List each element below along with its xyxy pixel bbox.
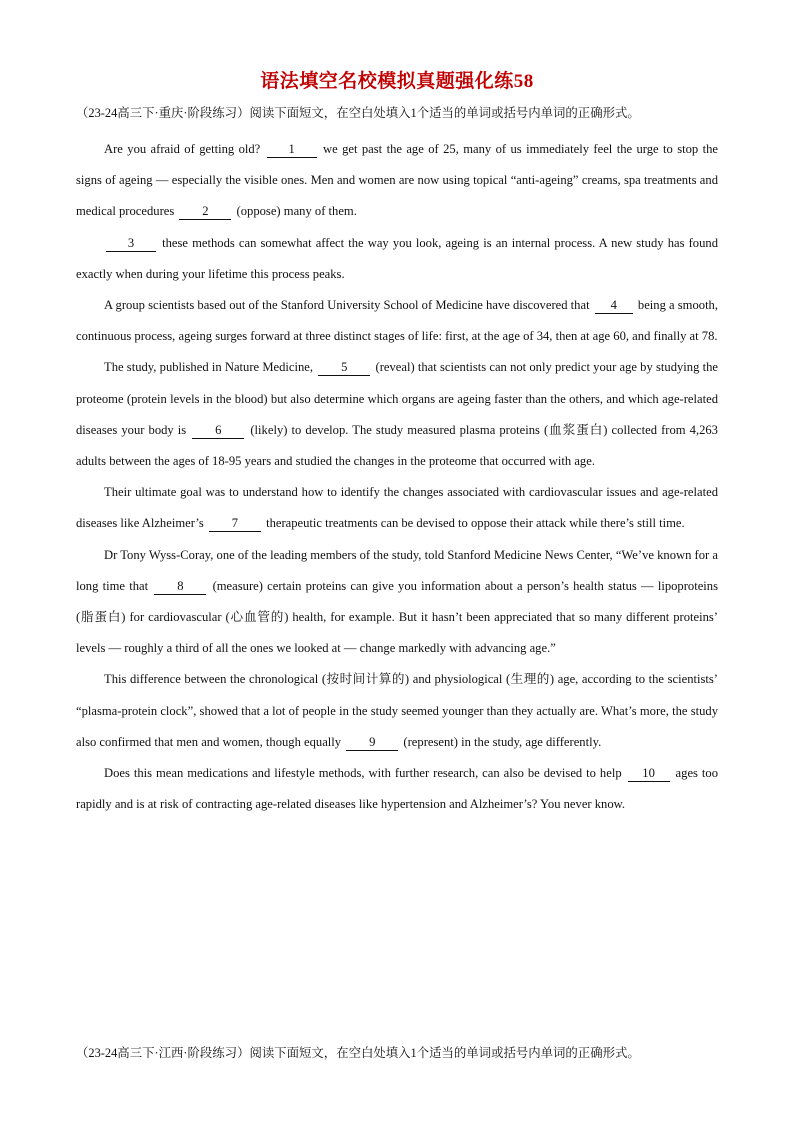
- paragraph-6: [76, 540, 718, 665]
- text-segment: (likely) to develop. The study measured plasma proteins (血浆蛋白) collected from 4,263 adults between the ages of 18-95 years and studied the changes in the proteome that occurred with age.: [76, 422, 718, 469]
- blank-6: 6: [192, 424, 244, 439]
- paragraph-3: [76, 290, 718, 352]
- blank-5: 5: [318, 361, 370, 376]
- blank-10: 10: [628, 767, 670, 782]
- blank-4: 4: [595, 299, 633, 314]
- blank-2: 2: [179, 205, 231, 220]
- text-segment: This difference between the chronological (按时间计算的) and physiological (生理的) age, according to the scientists’ “plasma-protein clock”, showed that a lot of people in the study seemed younger than they actually are. What’s more, the study also confirmed that men and women, though equally: [76, 672, 718, 749]
- blank-1: 1: [267, 143, 317, 158]
- paragraph-1: [76, 134, 718, 228]
- text-segment: Are you afraid of getting old?: [104, 142, 265, 156]
- text-segment: therapeutic treatments can be devised to oppose their attack while there’s still time.: [262, 516, 685, 531]
- source-note: （23-24高三下·重庆·阶段练习）阅读下面短文，在空白处填入1个适当的单词或括号内单词的正确形式。: [76, 106, 640, 120]
- source-note-2: （23-24高三下·江西·阶段练习）阅读下面短文，在空白处填入1个适当的单词或括号内单词的正确形式。: [76, 1046, 640, 1060]
- paragraph-4: [76, 352, 718, 477]
- paragraph-2: [76, 228, 718, 290]
- blank-8: 8: [154, 580, 206, 595]
- paragraph-7: [76, 664, 718, 758]
- text-segment: (measure) certain proteins can give you information about a person’s health status — lipoproteins (脂蛋白) for cardiovascular (心血管的) health, for example. But it hasn’t been appreciated that so many different proteins’ levels — roughly a third of all the ones we looked at — change markedly with advancing age.”: [76, 578, 718, 656]
- text-segment: (reveal) that scientists can not only predict your age by studying the proteome (protein levels in the blood) but also determine which organs are ageing faster than the others, and which age-related diseases your body is: [76, 360, 718, 437]
- text-segment: (represent) in the study, age differently.: [400, 734, 602, 749]
- paragraph-8: [76, 758, 718, 820]
- text-segment: Their ultimate goal was to understand how to identify the changes associated with cardiovascular issues and age-related diseases like Alzheimer’s: [76, 485, 718, 531]
- text-segment: we get past the age of 25, many of us immediately feel the urge to stop the signs of ageing — especially the visible ones. Men and women are now using topical “anti-ageing” creams, spa treatments and medical procedures: [76, 142, 718, 219]
- text-segment: Dr Tony Wyss-Coray, one of the leading members of the study, told Stanford Medicine News Center, “We’ve known for a long time that: [76, 547, 718, 593]
- text-segment: The study, published in Nature Medicine,: [104, 360, 317, 375]
- text-segment: (oppose) many of them.: [233, 204, 357, 219]
- text-segment: Does this mean medications and lifestyle methods, with further research, can also be devised to help: [104, 766, 626, 781]
- blank-3: 3: [106, 237, 156, 252]
- page-title: 语法填空名校模拟真题强化练58: [260, 71, 534, 92]
- text-segment: A group scientists based out of the Stanford University School of Medicine have discovered that: [104, 298, 593, 313]
- text-segment: ages too rapidly and is at risk of contracting age-related diseases like hypertension and Alzheimer’s? You never know.: [76, 766, 718, 812]
- text-segment: being a smooth, continuous process, ageing surges forward at three distinct stages of life: first, at the age of 34, then at age 60, and finally at 78.: [76, 298, 719, 344]
- text-segment: these methods can somewhat affect the way you look, ageing is an internal process. A new study has found exactly when during your lifetime this process peaks.: [76, 235, 718, 281]
- blank-7: 7: [209, 517, 261, 532]
- blank-9: 9: [346, 736, 398, 751]
- paragraph-5: [76, 477, 718, 539]
